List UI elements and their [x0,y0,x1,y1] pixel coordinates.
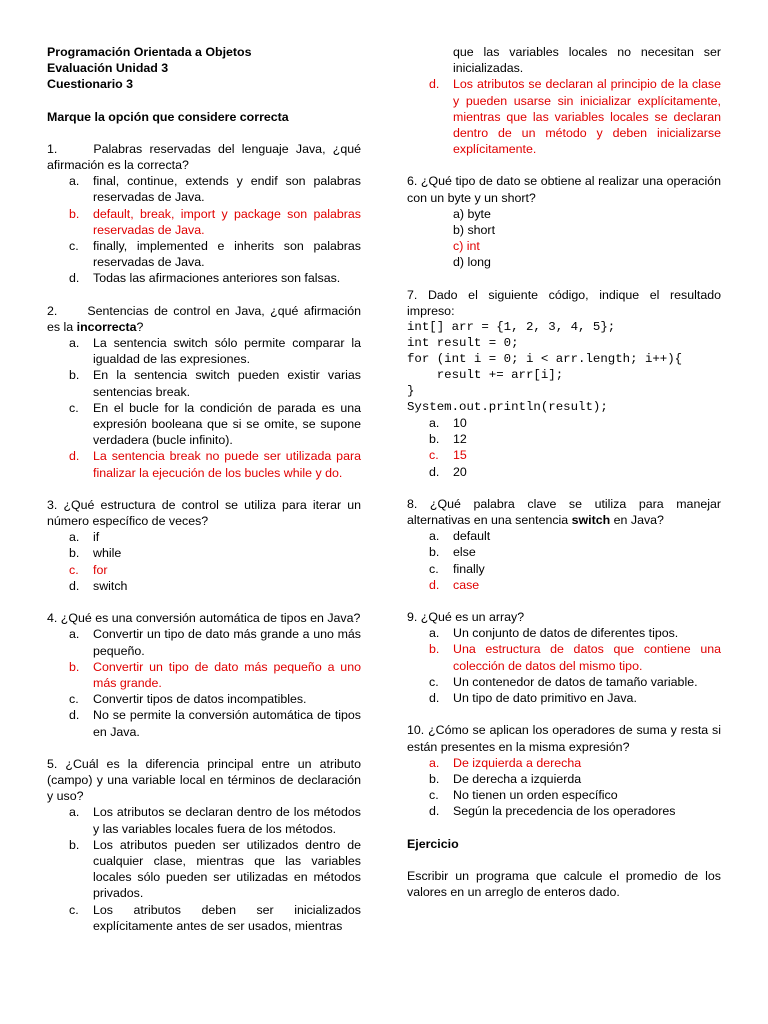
q3-option-b: b. while [69,546,122,561]
q4-option-b-answer: b. Convertir un tipo de dato más pequeño a uno más grande. [69,659,361,690]
q8-option-c: c. finally [429,561,485,576]
q5-option-a: a. Los atributos se declaran dentro de los métodos y las variables locales fuera de los métodos. [69,805,361,836]
q7-option-c-answer: c. 15 [429,448,467,463]
evaluation-title: Evaluación Unidad 3 [47,61,169,76]
course-title: Programación Orientada a Objetos [47,45,252,59]
right-column [407,44,721,900]
q2-option-c: c. En el bucle for la condición de parada es una expresión booleana que si se omite, se supone verdadera (bucle infinito). [69,400,361,448]
code-line: int[] arr = {1, 2, 3, 4, 5}; [407,320,616,335]
q7-option-a: a. 10 [429,416,467,431]
q9-option-a: a. Un conjunto de datos de diferentes tipos. [429,626,679,641]
code-block [407,319,721,415]
question-1-text [47,141,361,173]
question-4-text: 4. ¿Qué es una conversión automática de tipos en Java? [47,611,361,626]
question-6-text: 6. ¿Qué tipo de dato se obtiene al realizar una operación con un byte y un short? [407,174,721,205]
q5-option-c: c. Los atributos deben ser inicializados explícitamente antes de ser usados, mientras [69,902,361,933]
q10-option-a-answer: a. De izquierda a derecha [429,755,582,770]
question-1-number: 1. [47,141,58,156]
q3-option-d: d. switch [69,578,128,593]
q6-option-b: b) short [453,223,496,238]
question-2-text: 2. Sentencias de control en Java, ¿qué afirmación es la incorrecta? [47,303,361,334]
q1-option-c: c. finally, implemented e inherits son palabras reservadas de Java. [69,239,361,270]
question-9 [407,609,721,706]
question-5-text: 5. ¿Cuál es la diferencia principal entre un atributo (campo) y una variable local en términos de declaración y uso? [47,756,361,804]
exercise-title: Ejercicio [407,836,459,851]
code-line: System.out.println(result); [407,400,608,415]
q5-option-c-continued: que las variables locales no necesitan ser inicializadas. [453,45,721,76]
q5-option-d-answer: d. Los atributos se declaran al principio de la clase y pueden usarse sin inicializar explícitamente, mientras que las variables locales se declaran dentro de un método y deben inicializarse explícitamente. [429,77,721,157]
exercise-text: Escribir un programa que calcule el promedio de los valores en un arreglo de enteros dado. [407,868,721,899]
q10-option-c: c. No tienen un orden específico [429,788,618,803]
question-1-prompt: Palabras reservadas del lenguaje Java, ¿qué afirmación es la correcta? [47,141,361,173]
q5-option-b: b. Los atributos pueden ser utilizados dentro de cualquier clase, mientras que las variables locales sólo pueden ser utilizadas en métodos privados. [69,837,361,901]
document-header [47,44,361,93]
q4-option-c: c. Convertir tipos de datos incompatibles. [69,692,307,707]
q1-option-d: d. Todas las afirmaciones anteriores son falsas. [69,271,341,286]
question-3 [47,497,361,594]
question-5 [47,756,361,934]
question-7-text: 7. Dado el siguiente código, indique el resultado impreso: [407,287,721,318]
q9-option-b-answer: b. Una estructura de datos que contiene una colección de datos del mismo tipo. [429,642,721,673]
code-line: int result = 0; [407,336,519,351]
code-line: } [407,384,415,399]
question-6 [407,173,721,270]
q7-option-d: d. 20 [429,464,467,479]
quiz-title: Cuestionario 3 [47,77,134,92]
q6-option-d: d) long [453,255,491,270]
q3-option-a: a. if [69,530,100,545]
q10-option-d: d. Según la precedencia de los operadores [429,804,676,819]
q6-option-a: a) byte [453,206,491,221]
q3-option-c-answer: c. for [69,562,108,577]
q6-option-c-answer: c) int [453,239,480,254]
q4-option-d: d. No se permite la conversión automática de tipos en Java. [69,708,361,739]
question-9-text: 9. ¿Qué es un array? [407,610,525,625]
q2-option-d-answer: d. La sentencia break no puede ser utilizada para finalizar la ejecución de los bucles while y do. [69,449,361,480]
code-line: result += arr[i]; [407,368,564,383]
question-1 [47,141,361,287]
q10-option-b: b. De derecha a izquierda [429,771,582,786]
q8-option-d-answer: d. case [429,577,480,592]
q2-option-a: a. La sentencia switch sólo permite comparar la igualdad de las expresiones. [69,336,361,367]
question-10 [407,722,721,819]
instruction: Marque la opción que considere correcta [47,109,289,124]
left-column [47,44,361,934]
q9-option-c: c. Un contenedor de datos de tamaño variable. [429,674,698,689]
question-2 [47,303,361,481]
q1-option-a: a. final, continue, extends y endif son palabras reservadas de Java. [69,174,361,205]
question-4 [47,610,361,740]
question-2-number: 2. [47,303,58,318]
question-8 [407,496,721,593]
q2-option-b: b. En la sentencia switch pueden existir varias sentencias break. [69,368,361,399]
q8-option-b: b. else [429,545,476,560]
q7-option-b: b. 12 [429,432,467,447]
question-3-text: 3. ¿Qué estructura de control se utiliza para iterar un número específico de veces? [47,497,361,529]
q9-option-d: d. Un tipo de dato primitivo en Java. [429,691,637,706]
q4-option-a: a. Convertir un tipo de dato más grande a uno más pequeño. [69,627,361,658]
q8-option-a: a. default [429,529,491,544]
question-8-text: 8. ¿Qué palabra clave se utiliza para manejar alternativas en una sentencia switch en Java? [407,496,721,528]
q1-option-b-answer: b. default, break, import y package son palabras reservadas de Java. [69,206,361,237]
question-10-text: 10. ¿Cómo se aplican los operadores de suma y resta si están presentes en la misma expresión? [407,723,721,754]
code-line: for (int i = 0; i < arr.length; i++){ [407,352,683,367]
question-7 [407,287,721,480]
